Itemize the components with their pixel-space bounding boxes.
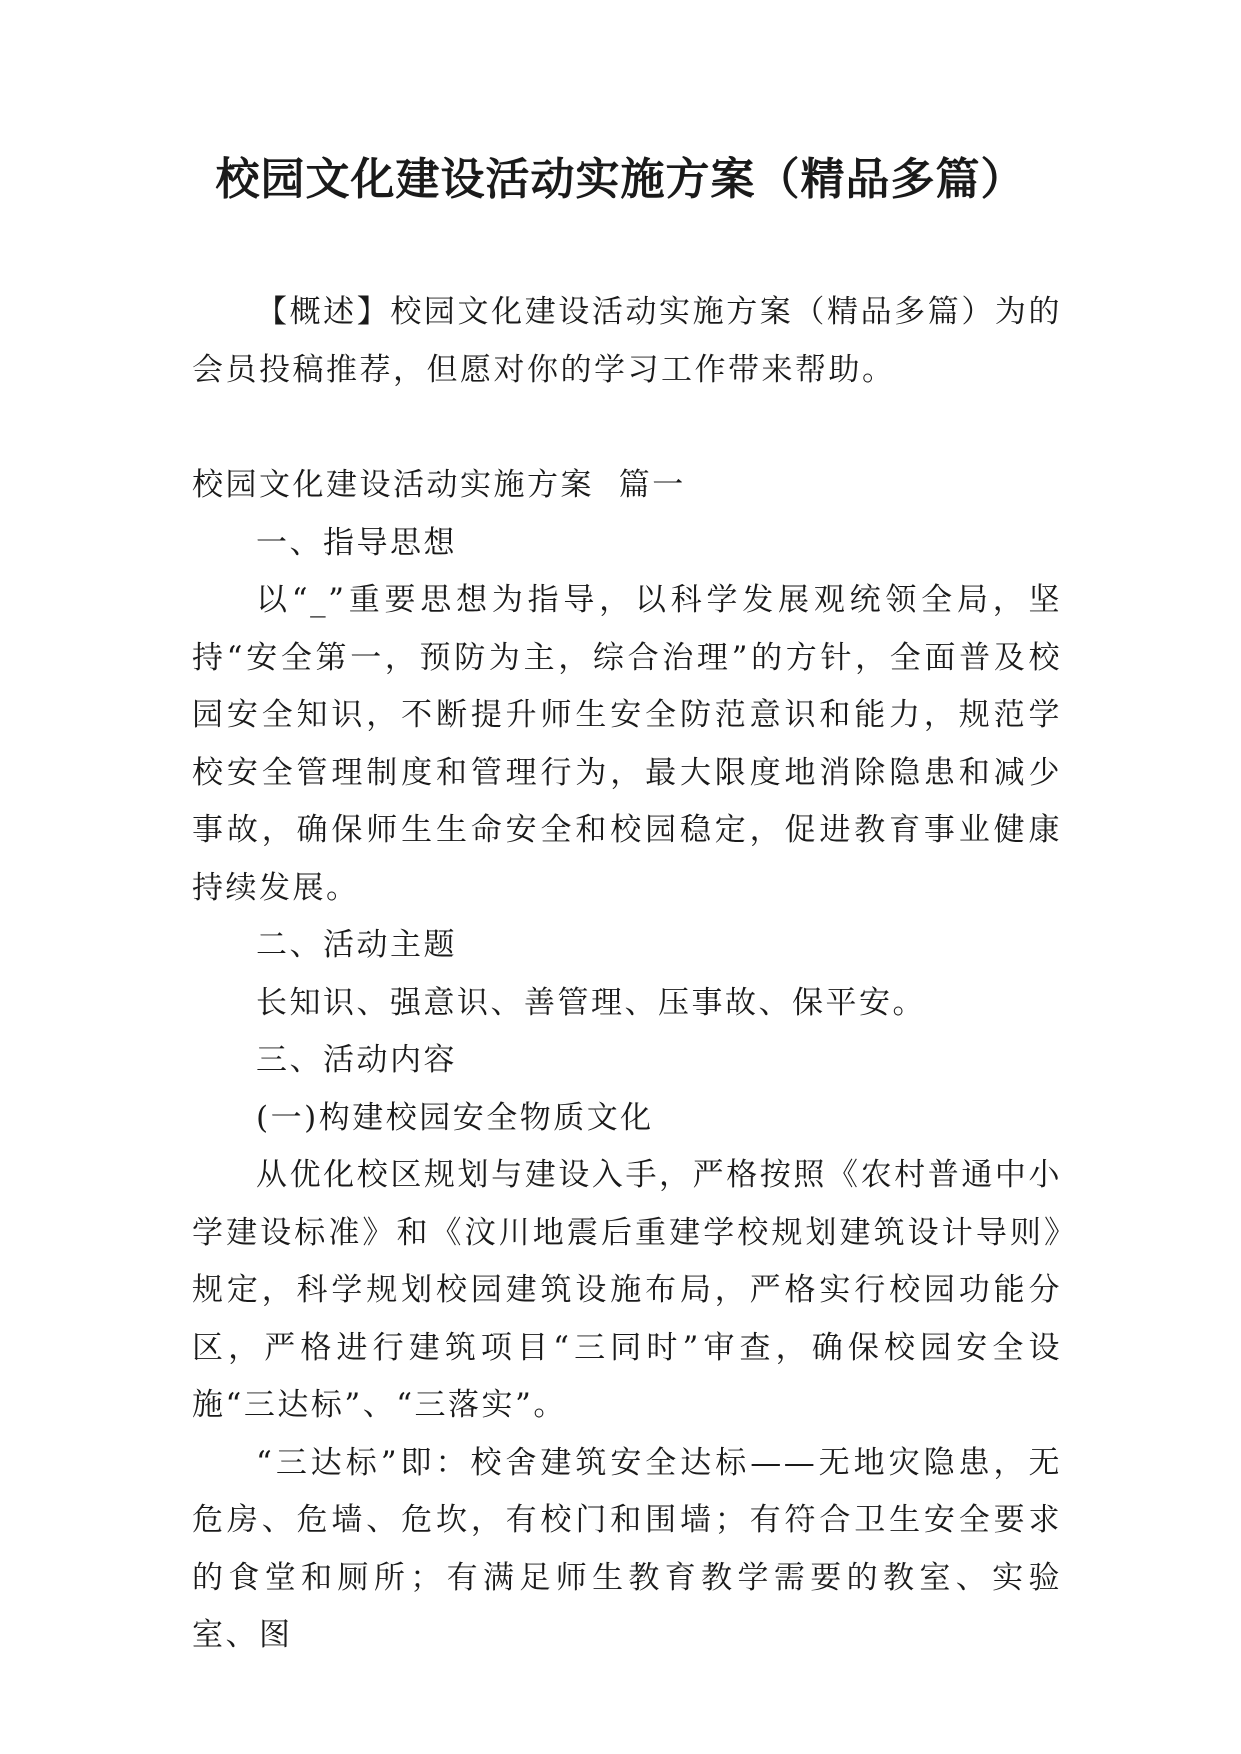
heading-activity-theme: 二、活动主题 [256, 927, 457, 963]
paragraph-campus-planning: 从优化校区规划与建设入手，严格按照《农村普通中小学建设标准》和《汶川地震后重建学校规划建筑设计导则》规定，科学规划校园建筑设施布局，严格实行校园功能分区，严格进行建筑项目“三同时”审查，确保校园安全设施“三达标”、“三落实”。 [192, 1157, 1062, 1423]
section-heading: 校园文化建设活动实施方案 篇一 [192, 467, 686, 503]
document-title: 校园文化建设活动实施方案（精品多篇） [215, 154, 1026, 205]
paragraph-guiding-ideology: 以“_”重要思想为指导，以科学发展观统领全局，坚持“安全第一，预防为主，综合治理”的方针，全面普及校园安全知识，不断提升师生安全防范意识和能力，规范学校安全管理制度和管理行为，最大限度地消除隐患和减少事故，确保师生生命安全和校园稳定，促进教育事业健康持续发展。 [192, 582, 1062, 906]
summary-paragraph: 【概述】校园文化建设活动实施方案（精品多篇）为的会员投稿推荐，但愿对你的学习工作带来帮助。 [192, 294, 1062, 388]
subheading-material-culture: (一)构建校园安全物质文化 [256, 1099, 654, 1136]
document-body [192, 284, 1062, 1665]
heading-guiding-ideology: 一、指导思想 [256, 524, 457, 561]
paragraph-three-standards: “三达标”即：校舍建筑安全达标——无地灾隐患，无危房、危墙、危坎，有校门和围墙；有符合卫生安全要求的食堂和厕所；有满足师生教育教学需要的教室、实验室、图 [192, 1444, 1062, 1653]
heading-activity-content: 三、活动内容 [256, 1042, 457, 1078]
paragraph-activity-theme: 长知识、强意识、善管理、压事故、保平安。 [256, 984, 926, 1021]
